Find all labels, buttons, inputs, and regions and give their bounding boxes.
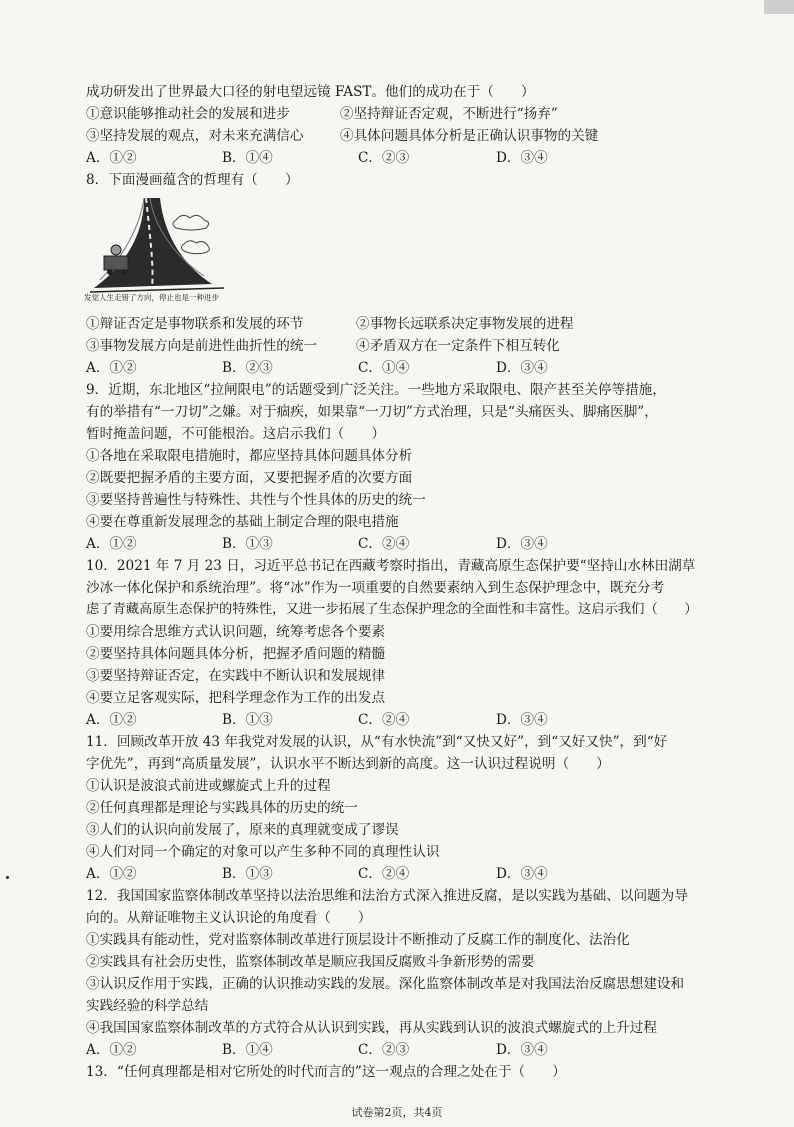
option-b: B．①④	[222, 150, 273, 166]
q11-statement-1: ①认识是波浪式前进或螺旋式上升的过程	[86, 778, 331, 794]
q9-stem-line-3: 暂时掩盖问题，不可能根治。这启示我们（ ）	[86, 426, 386, 442]
option-a: A．①②	[86, 360, 137, 376]
q12-statement-3-line-1: ③认识反作用于实践，正确的认识推动实践的发展。深化监察体制改革是对我国法治反腐思想建设和	[86, 976, 685, 992]
scan-corner-mark	[764, 0, 794, 14]
option-a: A．①②	[86, 866, 137, 882]
option-a: A．①②	[86, 712, 137, 728]
q7-stem: 成功研发出了世界最大口径的射电望远镜 FAST。他们的成功在于（ ）	[86, 84, 535, 100]
option-c: C．②④	[358, 866, 410, 882]
cartoon-image	[84, 196, 234, 308]
q8-options	[86, 357, 726, 379]
option-b: B．①③	[222, 712, 273, 728]
q10-statement-3: ③要坚持辩证否定，在实践中不断认识和发展规律	[86, 668, 386, 684]
option-c: C．②③	[358, 1042, 410, 1058]
q10-stem-line-2: 沙冰一体化保护和系统治理”。将“冰”作为一项重要的自然要素纳入到生态保护理念中，既充分考	[86, 580, 665, 596]
option-b: B．②③	[222, 360, 273, 376]
q7-statement-4: ④具体问题具体分析是正确认识事物的关键	[340, 128, 599, 144]
option-b: B．①④	[222, 1042, 273, 1058]
q7-statement-1: ①意识能够推动社会的发展和进步	[86, 106, 290, 122]
option-a: A．①②	[86, 536, 137, 552]
q10-options	[86, 709, 726, 731]
option-b: B．①③	[222, 866, 273, 882]
q11-stem-line-2: 字优先”，再到“高质量发展”，认识水平不断达到新的高度。这一认识过程说明（ ）	[86, 756, 610, 772]
option-d: D．③④	[496, 150, 548, 166]
option-d: D．③④	[496, 536, 548, 552]
scan-speck	[6, 876, 9, 879]
q11-statement-2: ②任何真理都是理论与实践具体的历史的统一	[86, 800, 358, 816]
q9-stem-line-1: 9．近期，东北地区“拉闸限电”的话题受到广泛关注。一些地方采取限电、限产甚至关停等措施，	[86, 382, 666, 398]
q9-statement-2: ②既要把握矛盾的主要方面，又要把握矛盾的次要方面	[86, 470, 413, 486]
q9-statement-4: ④要在尊重新发展理念的基础上制定合理的限电措施	[86, 514, 399, 530]
q8-statement-2: ②事物长远联系决定事物发展的进程	[356, 316, 574, 332]
q12-statement-4: ④我国国家监察体制改革的方式符合从认识到实践，再从实践到认识的波浪式螺旋式的上升过程	[86, 1020, 657, 1036]
q12-stem-line-1: 12．我国国家监察体制改革坚持以法治思维和法治方式深入推进反腐，是以实践为基础、以问题为导	[86, 888, 688, 904]
q10-statement-2: ②要坚持具体问题具体分析，把握矛盾问题的精髓	[86, 646, 386, 662]
option-d: D．③④	[496, 360, 548, 376]
q11-stem-line-1: 11．回顾改革开放 43 年我党对发展的认识，从“有水快流”到“又快又好”，到“又好又快”，到“好	[86, 734, 668, 750]
q7-options	[86, 147, 726, 169]
q10-statement-1: ①要用综合思维方式认识问题，统筹考虑各个要素	[86, 624, 386, 640]
q12-options	[86, 1039, 726, 1061]
q13-stem: 13．“任何真理都是相对它所处的时代而言的”这一观点的合理之处在于（ ）	[86, 1064, 566, 1080]
q12-statement-2: ②实践具有社会历史性，监察体制改革是顺应我国反腐败斗争新形势的需要	[86, 954, 535, 970]
q9-options	[86, 533, 726, 555]
q10-statement-4: ④要立足客观实际，把科学理念作为工作的出发点	[86, 690, 386, 706]
q9-statement-1: ①各地在采取限电措施时，都应坚持具体问题具体分析	[86, 448, 413, 464]
page-footer: 试卷第2页，共4页	[351, 1106, 443, 1119]
cartoon-caption: 发觉人生走错了方向，停止也是一种进步	[84, 293, 219, 302]
q8-statement-4: ④矛盾双方在一定条件下相互转化	[356, 338, 560, 354]
option-c: C．②④	[358, 712, 410, 728]
option-c: C．②④	[358, 536, 410, 552]
option-b: B．①③	[222, 536, 273, 552]
q8-statement-1: ①辩证否定是事物联系和发展的环节	[86, 316, 304, 332]
q10-stem-line-1: 10．2021 年 7 月 23 日，习近平总书记在西藏考察时指出，青藏高原生态保护要“坚持山水林田湖草	[86, 558, 696, 574]
option-a: A．①②	[86, 1042, 137, 1058]
q11-statement-3: ③人们的认识向前发展了，原来的真理就变成了谬误	[86, 822, 399, 838]
option-c: C．②③	[358, 150, 410, 166]
option-c: C．①④	[358, 360, 410, 376]
q12-statement-1: ①实践具有能动性，党对监察体制改革进行顶层设计不断推动了反腐工作的制度化、法治化	[86, 932, 630, 948]
option-d: D．③④	[496, 866, 548, 882]
q12-stem-line-2: 向的。从辩证唯物主义认识论的角度看（ ）	[86, 910, 372, 926]
option-a: A．①②	[86, 150, 137, 166]
q8-stem: 8．下面漫画蕴含的哲理有（ ）	[86, 172, 299, 188]
q11-options	[86, 863, 726, 885]
option-d: D．③④	[496, 712, 548, 728]
option-d: D．③④	[496, 1042, 548, 1058]
q7-statement-3: ③坚持发展的观点，对未来充满信心	[86, 128, 304, 144]
q7-statement-2: ②坚持辩证否定观，不断进行“扬弃”	[340, 106, 558, 122]
q9-stem-line-2: 有的举措有“一刀切”之嫌。对于痼疾，如果靠“一刀切”方式治理，只是“头痛医头、脚痛医脚”，	[86, 404, 658, 420]
q8-statement-3: ③事物发展方向是前进性曲折性的统一	[86, 338, 318, 354]
q12-statement-3-line-2: 实践经验的科学总结	[86, 998, 209, 1014]
q10-stem-line-3: 虑了青藏高原生态保护的特殊性，又进一步拓展了生态保护理念的全面性和丰富性。这启示我们（ ）	[86, 602, 698, 617]
q11-statement-4: ④人们对同一个确定的对象可以产生多种不同的真理性认识	[86, 844, 440, 860]
q9-statement-3: ③要坚持普遍性与特殊性、共性与个性具体的历史的统一	[86, 492, 426, 508]
